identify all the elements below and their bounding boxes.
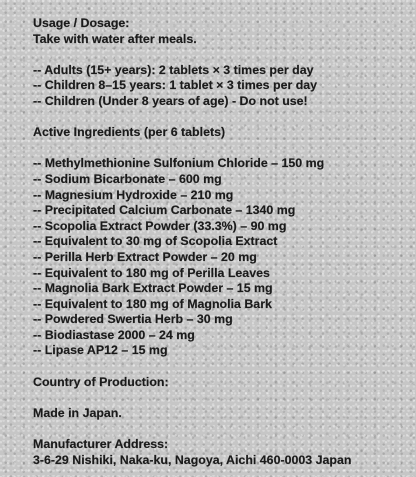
spacer xyxy=(33,421,403,437)
manufacturer-heading: Manufacturer Address: xyxy=(33,437,169,452)
dose-line: -- Children 8–15 years: 1 tablet × 3 times per day xyxy=(33,78,318,93)
ingredient-line: -- Equivalent to 180 mg of Perilla Leaves xyxy=(33,265,270,280)
ingredient-line: -- Methylmethionine Sulfonium Chloride – 150 mg xyxy=(33,156,325,171)
origin-heading: Country of Production: xyxy=(33,374,169,389)
manufacturer-address: 3-6-29 Nishiki, Naka-ku, Nagoya, Aichi 460-0003 Japan xyxy=(33,452,352,467)
ingredient-line: -- Sodium Bicarbonate – 600 mg xyxy=(33,171,222,186)
usage-instruction: Take with water after meals. xyxy=(33,31,197,46)
ingredient-line: -- Powdered Swertia Herb – 30 mg xyxy=(33,312,233,327)
spacer xyxy=(33,110,403,126)
ingredients-heading: Active Ingredients (per 6 tablets) xyxy=(33,125,226,140)
ingredient-line: -- Magnolia Bark Extract Powder – 15 mg xyxy=(33,281,273,296)
spacer xyxy=(33,141,403,157)
ingredient-line: -- Biodiastase 2000 – 24 mg xyxy=(33,327,195,342)
spacer xyxy=(33,390,403,406)
ingredient-line: -- Precipitated Calcium Carbonate – 1340 mg xyxy=(33,203,296,218)
ingredient-line: -- Equivalent to 180 mg of Magnolia Bark xyxy=(33,296,272,311)
document-text xyxy=(33,16,403,468)
spacer xyxy=(33,47,403,63)
ingredient-line: -- Scopolia Extract Powder (33.3%) – 90 mg xyxy=(33,218,287,233)
usage-heading: Usage / Dosage: xyxy=(33,16,130,30)
origin-value: Made in Japan. xyxy=(33,405,122,420)
dose-line: -- Children (Under 8 years of age) - Do not use! xyxy=(33,93,308,108)
ingredient-line: -- Lipase AP12 – 15 mg xyxy=(33,343,168,358)
ingredient-line: -- Perilla Herb Extract Powder – 20 mg xyxy=(33,249,257,264)
dose-line: -- Adults (15+ years): 2 tablets × 3 times per day xyxy=(33,62,314,77)
spacer xyxy=(33,359,403,375)
ingredient-line: -- Equivalent to 30 mg of Scopolia Extract xyxy=(33,234,278,249)
ingredient-line: -- Magnesium Hydroxide – 210 mg xyxy=(33,187,234,202)
